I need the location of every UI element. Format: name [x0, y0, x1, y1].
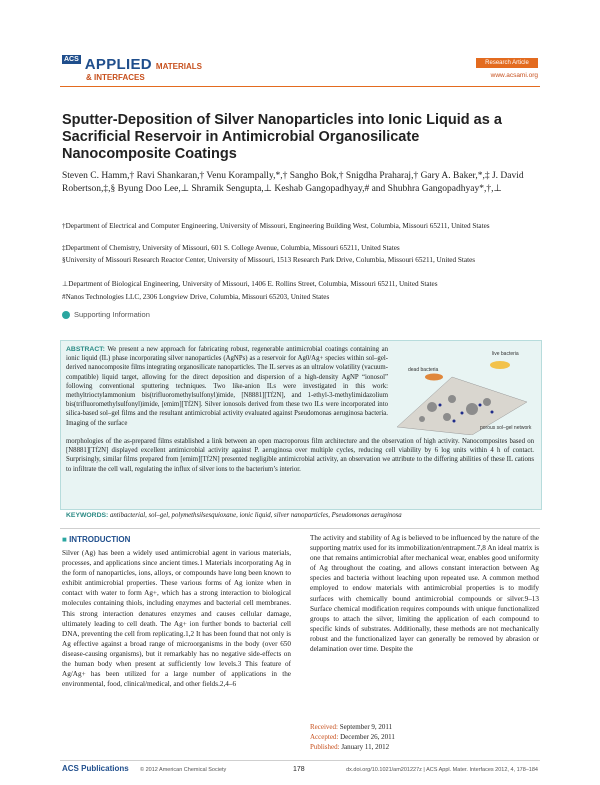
- journal-name-applied: APPLIED: [84, 56, 152, 73]
- journal-name-interfaces: & INTERFACES: [86, 73, 145, 82]
- copyright: © 2012 American Chemical Society: [140, 767, 227, 773]
- acs-publications-logo: ACS Publications: [62, 764, 129, 773]
- author-list: Steven C. Hamm,† Ravi Shankaran,† Venu Korampally,*,† Sangho Bok,† Snigdha Praharaj,† Gary A. Baker,*,‡ J. David Robertson,‡,§ Byung Doo Lee,⊥ Shramik Sengupta,⊥ Keshab Gangopadhyay,# and Shubhra Gangopadhyay*,†,⊥: [62, 171, 524, 194]
- article-title: Sputter-Deposition of Silver Nanoparticles into Ionic Liquid as a Sacrificial Reservoir in Antimicrobial Organosilicate Nanocomposite Coatings: [62, 112, 502, 162]
- affiliation: #Nanos Technologies LLC, 2306 Longview Drive, Columbia, Missouri 65203, United States: [62, 293, 330, 301]
- live-bacterium-icon: [490, 361, 510, 369]
- abstract-part-1: ABSTRACT: We present a new approach for fabricating robust, regenerable antimicrobial coatings containing an ionic liquid (IL) phase incorporating silver nanoparticles (AgNPs) as a reservoir for Ag0/Ag+ species within sol–gel-derived nanocomposite films integrating organosilicate nanoparticles. The IL serves as an ultralow volatility (vacuum-compatible) liquid target, allowing for the direct deposition and dispersion of a high-density AgNP “ionosol” following conventional sputtering techniques. Two like-anion ILs were investigated in this work: methyltrioctylammonium bis(trifluoromethylsulfonyl)imide, [N8881][Tf2N], and 1-ethyl-3-methylimidazolium bis(trifluoromethylsulfonyl)imide, [emim][Tf2N]. Silver ionosols derived from these two ILs were incorporated into silica-based sol–gel films and the resultant antimicrobial activity evaluated against Pseudomonas aeruginosa bacteria. Imaging of the surface: [66, 346, 389, 427]
- supporting-info-icon: [62, 311, 70, 319]
- affiliation: ⊥Department of Biological Engineering, University of Missouri, 1406 E. Rollins Street, Columbia, Missouri 65211, United States: [62, 280, 438, 288]
- affiliation: ‡Department of Chemistry, University of Missouri, 601 S. College Avenue, Columbia, Missouri 65211, United States: [62, 244, 400, 252]
- article-dates: [310, 722, 540, 752]
- abstract-part-2: morphologies of the as-prepared films established a link between an open macroporous film architecture and the observation of high activity. Nanocomposites based on [N8881][Tf2N] displayed excellent antimicrobial activity against P. aeruginosa over multiple cycles, reducing cell viability by 6 log units within 4 h of contact. Surprisingly, similar films prepared from [emim][Tf2N] presented negligible antimicrobial activity, an observation we attribute to the differing abilities of these IL cations to infiltrate the cell wall, regulating the influx of silver ions to the bacterium’s interior.: [66, 438, 534, 473]
- journal-website[interactable]: www.acsami.org: [490, 72, 538, 79]
- page-number: 178: [293, 766, 305, 773]
- introduction-heading: ■ INTRODUCTION: [62, 535, 131, 544]
- date-row: Received: September 9, 2011: [310, 723, 393, 731]
- article-type-badge: Research Article: [476, 58, 538, 68]
- footer-rule: [60, 760, 540, 761]
- journal-name-materials: MATERIALS: [155, 62, 202, 71]
- acs-mark: ACS: [64, 56, 79, 63]
- journal-logo: [62, 56, 202, 82]
- introduction-right-column: The activity and stability of Ag is believed to be influenced by the nature of the supporting matrix used for its immobilization/entrapment.7,8 An ideal matrix is one that remains antimicrobial after mechanical wear, enables good uniformity of Ag throughout the coating, and allows constant interaction between Ag species and bacteria without leaching upon repeated use. A common method employed to endow materials with antimicrobial properties is to modify surfaces with chemically bound antimicrobial compounds or silver.9–13 Surface chemical modification requires compounds with unique functionalized groups to attach the silver, limiting the application of each compound to specific kinds of substrates. Additionally, these methods are not mechanically robust and the functionalized layer can generally be removed by abrasion or delamination over time. Despite the: [310, 534, 539, 654]
- keywords: [66, 512, 534, 519]
- label-porous-network: porous sol–gel network: [480, 425, 532, 431]
- abstract-rule: [60, 528, 540, 529]
- affiliation: †Department of Electrical and Computer Engineering, University of Missouri, Engineering Building West, Columbia, Missouri 65211, United States: [62, 222, 490, 230]
- label-live-bacteria: live bacteria: [492, 351, 519, 357]
- label-dead-bacteria: dead bacteria: [408, 367, 439, 373]
- supporting-information-link[interactable]: Supporting Information: [62, 310, 150, 319]
- keywords-label: KEYWORDS:: [66, 512, 109, 519]
- keywords-list: antibacterial, sol–gel, polymethsilsesquioxane, ionic liquid, silver nanoparticles, Pseudomonas aeruginosa: [110, 512, 402, 519]
- section-bullet-icon: ■: [62, 535, 67, 544]
- date-row: Published: January 11, 2012: [310, 743, 390, 751]
- header-rule: [60, 86, 540, 87]
- abstract-label: ABSTRACT:: [66, 346, 105, 353]
- abstract-graphic: [392, 347, 532, 435]
- affiliation: §University of Missouri Research Reactor Center, University of Missouri, 1513 Research Park Drive, Columbia, Missouri 65211, United States: [62, 256, 476, 264]
- dead-bacterium-icon: [425, 374, 443, 381]
- doi-citation[interactable]: dx.doi.org/10.1021/am201227z | ACS Appl. Mater. Interfaces 2012, 4, 178–184: [346, 767, 538, 773]
- introduction-left-column: Silver (Ag) has been a widely used antimicrobial agent in various materials, processes, and applications since ancient times.1 Materials incorporating Ag in the form of nanoparticles, ions, alloys, or compounds have long been known to exhibit antimicrobial properties. These various forms of Ag ionize when in contact with water to form Ag+, which has a strong interaction to biological molecules containing thiols, including enzymes and bacterial cell membranes. This strong interaction denatures enzymes and causes cellular damage, ultimately leading to cell death. The Ag+ ion further bonds to bacterial cell DNA, preventing the cell from replicating.1,2 It has been found that not only is Ag effective against a broad range of microorganisms in the body (over 650 disease-causing organisms), but it remarkably has no negative side-effects on the human body when present at sufficiently low levels.3 This feature of Ag/Ag+ has been utilized for a large number of applications in the environmental, food, clinical/medical, and other fields.2,4–6: [62, 549, 291, 689]
- date-row: Accepted: December 26, 2011: [310, 733, 395, 741]
